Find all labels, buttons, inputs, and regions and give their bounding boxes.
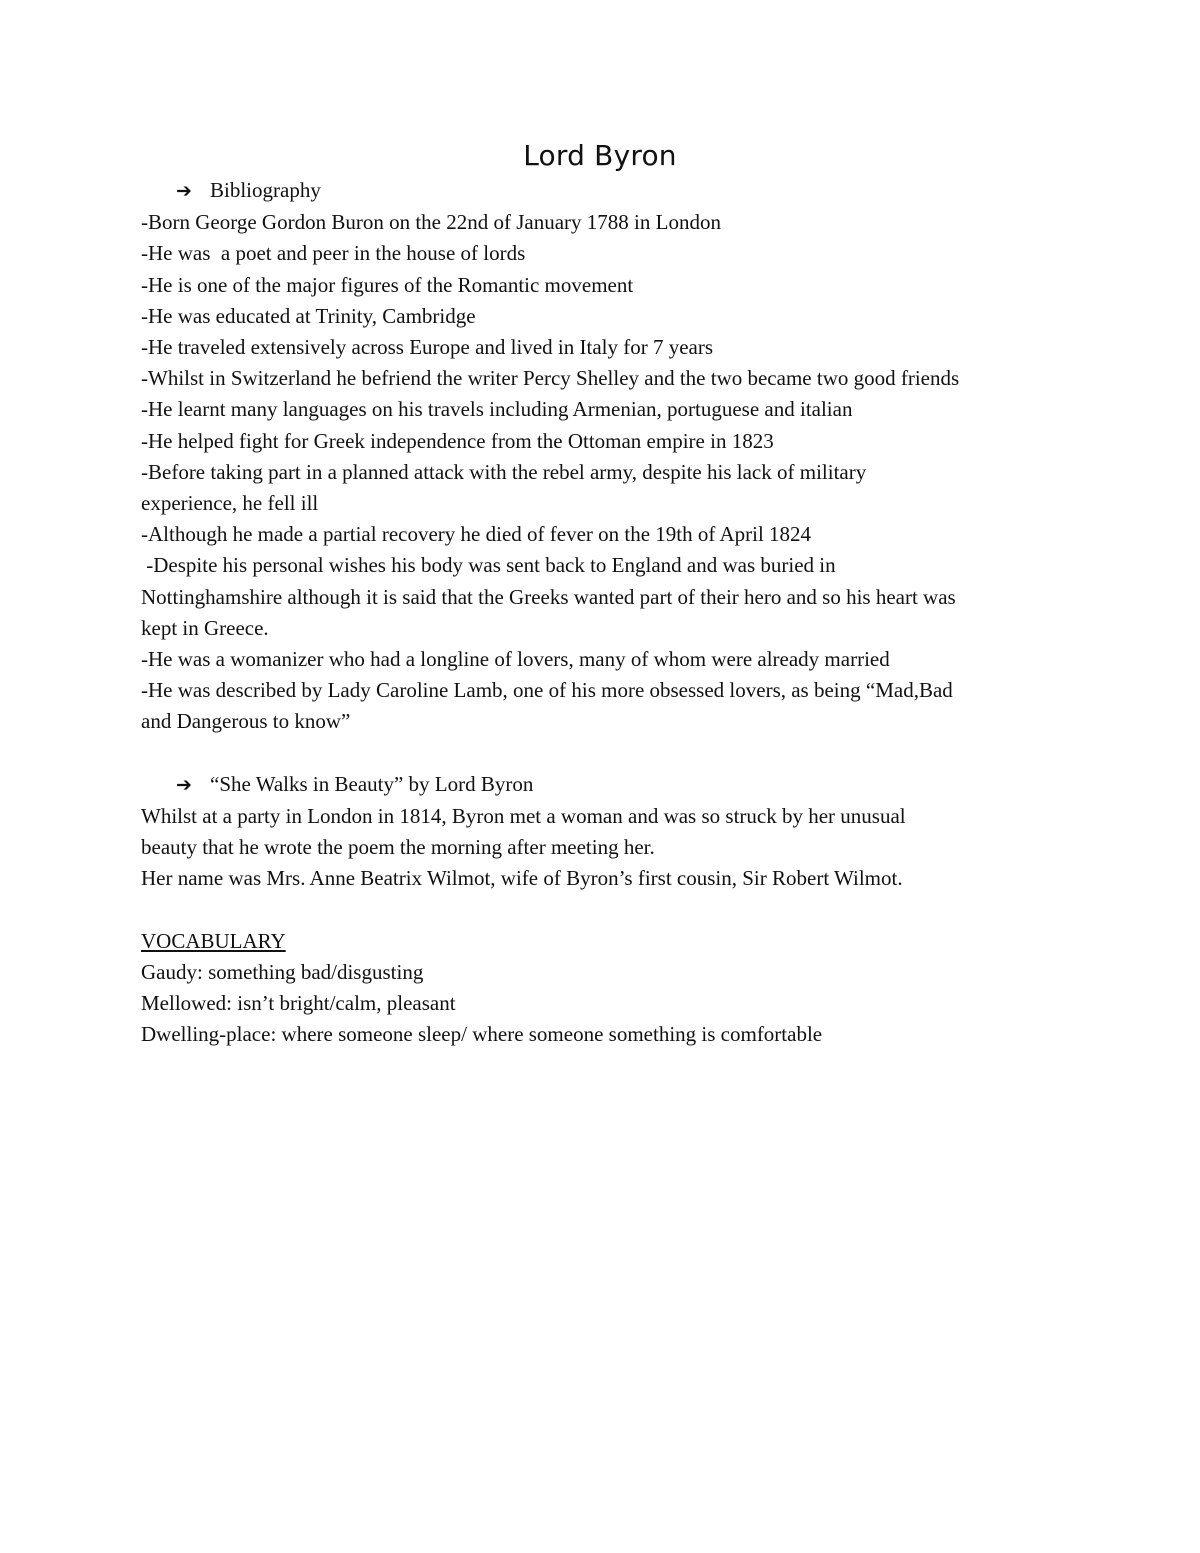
paragraph-line: Whilst at a party in London in 1814, Byron met a woman and was so struck by her unusual [141, 804, 906, 829]
vocabulary-item: Gaudy: something bad/disgusting [141, 960, 424, 985]
vocabulary-heading: VOCABULARY [141, 928, 286, 953]
paragraph-line: -Although he made a partial recovery he died of fever on the 19th of April 1824 [141, 522, 812, 547]
blank-line [141, 895, 1076, 926]
paragraph-line: beauty that he wrote the poem the morning after meeting her. [141, 835, 655, 860]
paragraph-line: -He was a womanizer who had a longline of lovers, many of whom were already married [141, 647, 890, 672]
paragraph-line: Nottinghamshire although it is said that the Greeks wanted part of their hero and so his heart was [141, 584, 956, 609]
arrow-bullet-icon: ➔ [176, 180, 192, 202]
section-heading-poem [141, 769, 1076, 801]
paragraph-line: kept in Greece. [141, 615, 269, 640]
paragraph-line: -He was educated at Trinity, Cambridge [141, 303, 476, 328]
paragraph-line: -He is one of the major figures of the Romantic movement [141, 272, 634, 297]
document-title: Lord Byron [523, 139, 677, 172]
paragraph-line: Her name was Mrs. Anne Beatrix Wilmot, wife of Byron’s first cousin, Sir Robert Wilmot. [141, 866, 903, 891]
document-body [141, 175, 1076, 1051]
section-heading-bibliography [141, 175, 1076, 207]
vocabulary-item: Mellowed: isn’t bright/calm, pleasant [141, 991, 456, 1016]
section-heading-text: “She Walks in Beauty” by Lord Byron [210, 771, 534, 796]
paragraph-line: -He helped fight for Greek independence from the Ottoman empire in 1823 [141, 428, 774, 453]
paragraph-line: -He was described by Lady Caroline Lamb, one of his more obsessed lovers, as being “Mad,Bad [141, 678, 953, 703]
section-heading-text: Bibliography [210, 178, 321, 202]
paragraph-line: and Dangerous to know” [141, 709, 351, 734]
paragraph-line: -He was a poet and peer in the house of lords [141, 241, 526, 266]
paragraph-line: -Before taking part in a planned attack with the rebel army, despite his lack of military [141, 459, 867, 484]
blank-line [141, 738, 1076, 769]
vocabulary-item: Dwelling-place: where someone sleep/ where someone something is comfortable [141, 1022, 823, 1047]
arrow-bullet-icon: ➔ [176, 773, 192, 796]
paragraph-line: -He traveled extensively across Europe and lived in Italy for 7 years [141, 335, 714, 360]
paragraph-line: -Despite his personal wishes his body was sent back to England and was buried in [141, 553, 836, 578]
paragraph-line: -Whilst in Switzerland he befriend the writer Percy Shelley and the two became two good friends [141, 366, 960, 391]
paragraph-line: -He learnt many languages on his travels including Armenian, portuguese and italian [141, 397, 853, 422]
paragraph-line: -Born George Gordon Buron on the 22nd of January 1788 in London [141, 210, 721, 235]
paragraph-line: experience, he fell ill [141, 491, 319, 516]
